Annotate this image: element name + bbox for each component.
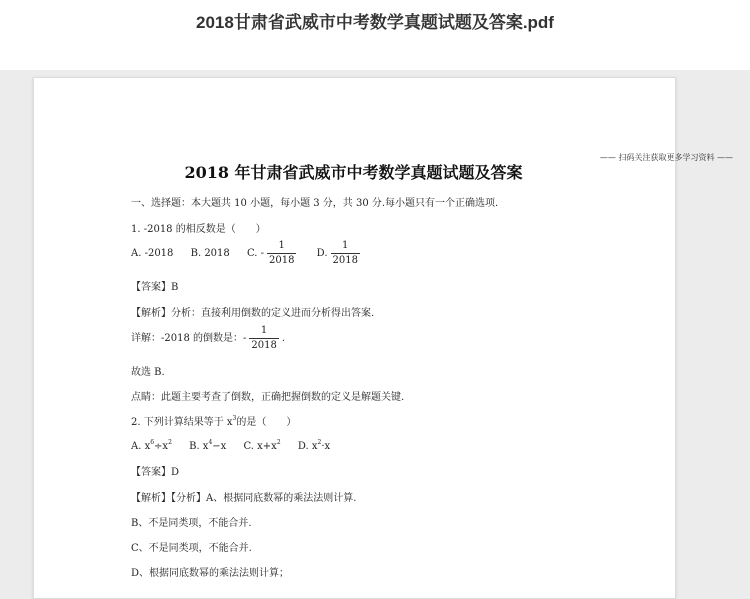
fraction-denominator: 2018	[332, 255, 358, 266]
option-a-text: A. x	[131, 441, 151, 452]
section-heading: 一、选择题：本大题共 10 小题，每小题 3 分，共 30 分.每小题只有一个正确选项.	[131, 198, 499, 209]
option-c-text: C. x+x	[243, 441, 277, 452]
question-2-options	[131, 439, 330, 452]
option-c-fraction	[267, 241, 296, 266]
detail-1-period: .	[281, 333, 286, 344]
exponent: 2	[168, 439, 172, 446]
option-b-text: B. x	[189, 441, 209, 452]
question-2-text: 2. 下列计算结果等于 x	[131, 417, 233, 428]
option-c-label: C.	[246, 248, 258, 259]
exponent: 2	[276, 439, 281, 446]
exponent: 3	[232, 415, 237, 422]
fraction-denominator: 2018	[251, 340, 277, 351]
option-c-sign: -	[260, 248, 265, 259]
option-d-text: D. x	[297, 441, 318, 452]
analysis-1: 【解析】分析：直接利用倒数的定义进而分析得出答案.	[131, 308, 375, 319]
conclusion-1: 故选 B.	[131, 367, 165, 378]
exponent: 6	[150, 439, 155, 446]
option-d-label: D.	[316, 248, 328, 259]
option-c	[244, 441, 281, 452]
option-a	[131, 441, 172, 452]
viewer-header	[0, 0, 750, 70]
analysis-2-c: C、不是同类项，不能合并.	[131, 543, 252, 554]
scan-note: —— 扫码关注获取更多学习资料 ——	[599, 153, 733, 162]
exponent: 2	[317, 439, 322, 446]
fraction-numerator: 1	[278, 240, 285, 251]
analysis-2-d: D、根据同底数幂的乘法法则计算；	[131, 568, 290, 579]
question-2-end: 的是（ ）	[236, 417, 297, 428]
option-d-text: ·x	[321, 441, 331, 452]
detail-1-fraction	[249, 326, 278, 351]
fraction-denominator: 2018	[269, 255, 295, 266]
option-d-fraction	[331, 241, 360, 266]
fraction-numerator: 1	[260, 325, 268, 336]
comment-1: 点睛：此题主要考查了倒数，正确把握倒数的定义是解题关键.	[131, 392, 405, 403]
file-title: 2018甘肃省武威市中考数学真题试题及答案.pdf	[196, 13, 554, 32]
detail-1	[131, 326, 285, 351]
document-page	[33, 77, 676, 599]
option-b: B. 2018	[190, 248, 230, 259]
detail-1-text: 详解：-2018 的倒数是：-	[131, 333, 247, 344]
fraction-numerator: 1	[342, 240, 349, 251]
answer-1: 【答案】B	[131, 282, 179, 293]
option-a: A. -2018	[131, 248, 174, 259]
analysis-2-b: B、不是同类项，不能合并.	[131, 518, 252, 529]
exponent: 4	[208, 439, 213, 446]
option-b-text: −x	[212, 441, 227, 452]
question-2	[131, 413, 296, 428]
question-1: 1. -2018 的相反数是（ ）	[131, 224, 266, 235]
option-a-text: ÷x	[154, 441, 169, 452]
answer-2: 【答案】D	[131, 467, 180, 478]
document-title: 2018 年甘肃省武威市中考数学真题试题及答案	[184, 163, 523, 182]
option-b	[189, 441, 226, 452]
option-d	[298, 441, 330, 452]
question-1-options	[131, 241, 363, 266]
analysis-2: 【解析】【分析】A、根据同底数幂的乘法法则计算.	[131, 493, 357, 504]
